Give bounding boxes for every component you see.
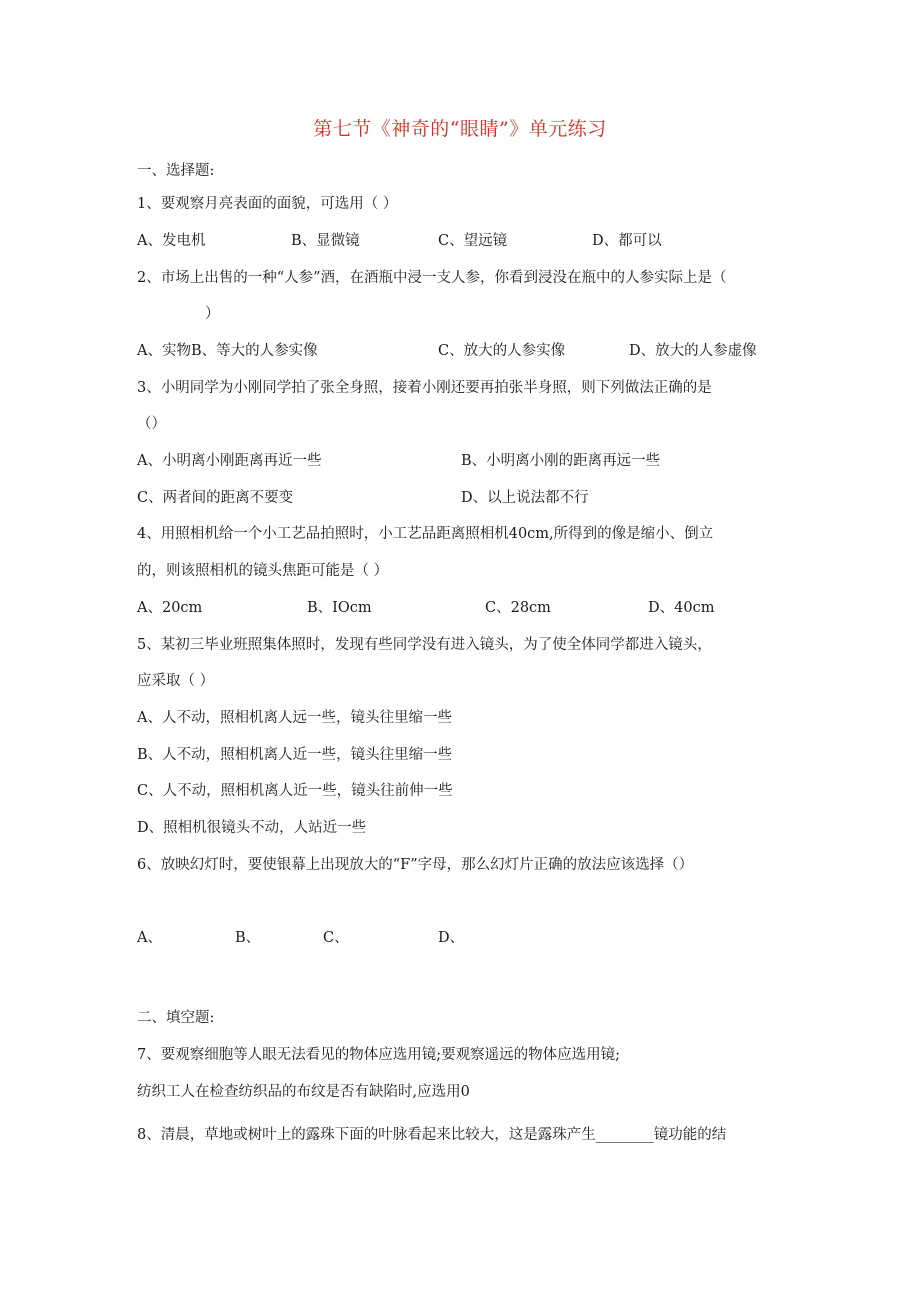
question-4-stem-cont: 的，则该照相机的镜头焦距可能是（ ） <box>137 563 389 579</box>
q5-option-a: A、人不动，照相机离人远一些，镜头往里缩一些 <box>137 710 452 726</box>
q3-option-c: C、两者间的距离不要变 <box>137 490 294 506</box>
question-5-stem: 5、某初三毕业班照集体照时，发现有些同学没有进入镜头，为了使全体同学都进入镜头， <box>137 637 712 653</box>
question-7-line-2: 纺织工人在检查纺织品的布纹是否有缺陷时,应选用0 <box>137 1084 470 1100</box>
q5-option-c: C、人不动，照相机离人近一些，镜头往前伸一些 <box>137 783 453 799</box>
section-fill-header: 二、填空题: <box>137 1010 215 1026</box>
q1-option-c: C、望远镜 <box>438 233 508 249</box>
q2-option-d: D、放大的人参虚像 <box>629 343 757 359</box>
q4-option-c: C、28cm <box>485 600 551 616</box>
q3-option-b: B、小明离小刚的距离再远一些 <box>461 453 661 469</box>
q6-option-c: C、 <box>323 930 349 946</box>
question-8-line-1: 8、清晨，草地或树叶上的露珠下面的叶脉看起来比较大，这是露珠产生________镜功能的结 <box>137 1127 727 1143</box>
question-3-stem-cont: （） <box>137 416 166 432</box>
q4-option-a: A、20cm <box>137 600 203 616</box>
question-6-stem: 6、放映幻灯时，要使银幕上出现放大的“F”字母，那么幻灯片正确的放法应该选择（） <box>137 857 694 873</box>
q1-option-d: D、都可以 <box>592 233 662 249</box>
q4-option-d: D、40cm <box>648 600 715 616</box>
page-title: 第七节《神奇的“眼睛”》单元练习 <box>313 118 607 140</box>
q6-option-b: B、 <box>235 930 261 946</box>
question-2-stem: 2、市场上出售的一种“人参”酒，在酒瓶中浸一支人参，你看到浸没在瓶中的人参实际上是（ <box>137 270 727 286</box>
q4-option-b: B、IOcm <box>307 600 372 616</box>
q2-option-ab: A、实物B、等大的人参实像 <box>137 343 318 359</box>
q3-option-d: D、以上说法都不行 <box>461 490 589 506</box>
q5-option-b: B、人不动，照相机离人近一些，镜头往里缩一些 <box>137 747 453 763</box>
q6-option-a: A、 <box>137 930 162 946</box>
question-7-line-1: 7、要观察细胞等人眼无法看见的物体应选用镜;要观察遥远的物体应选用镜; <box>137 1047 620 1063</box>
question-5-stem-cont: 应采取（ ） <box>137 673 215 689</box>
question-2-stem-cont: ） <box>205 306 220 322</box>
q1-option-b: B、显微镜 <box>291 233 360 249</box>
question-4-stem: 4、用照相机给一个小工艺品拍照时，小工艺品距离照相机40cm,所得到的像是缩小、倒立 <box>137 526 714 542</box>
section-choice-header: 一、选择题: <box>137 163 215 179</box>
question-3-stem: 3、小明同学为小刚同学拍了张全身照，接着小刚还要再拍张半身照，则下列做法正确的是 <box>137 380 712 396</box>
q3-option-a: A、小明离小刚距离再近一些 <box>137 453 322 469</box>
question-1-stem: 1、要观察月亮表面的面貌，可选用（ ） <box>137 196 398 212</box>
q1-option-a: A、发电机 <box>137 233 206 249</box>
q2-option-c: C、放大的人参实像 <box>438 343 566 359</box>
q6-option-d: D、 <box>438 930 465 946</box>
q5-option-d: D、照相机很镜头不动，人站近一些 <box>137 820 367 836</box>
